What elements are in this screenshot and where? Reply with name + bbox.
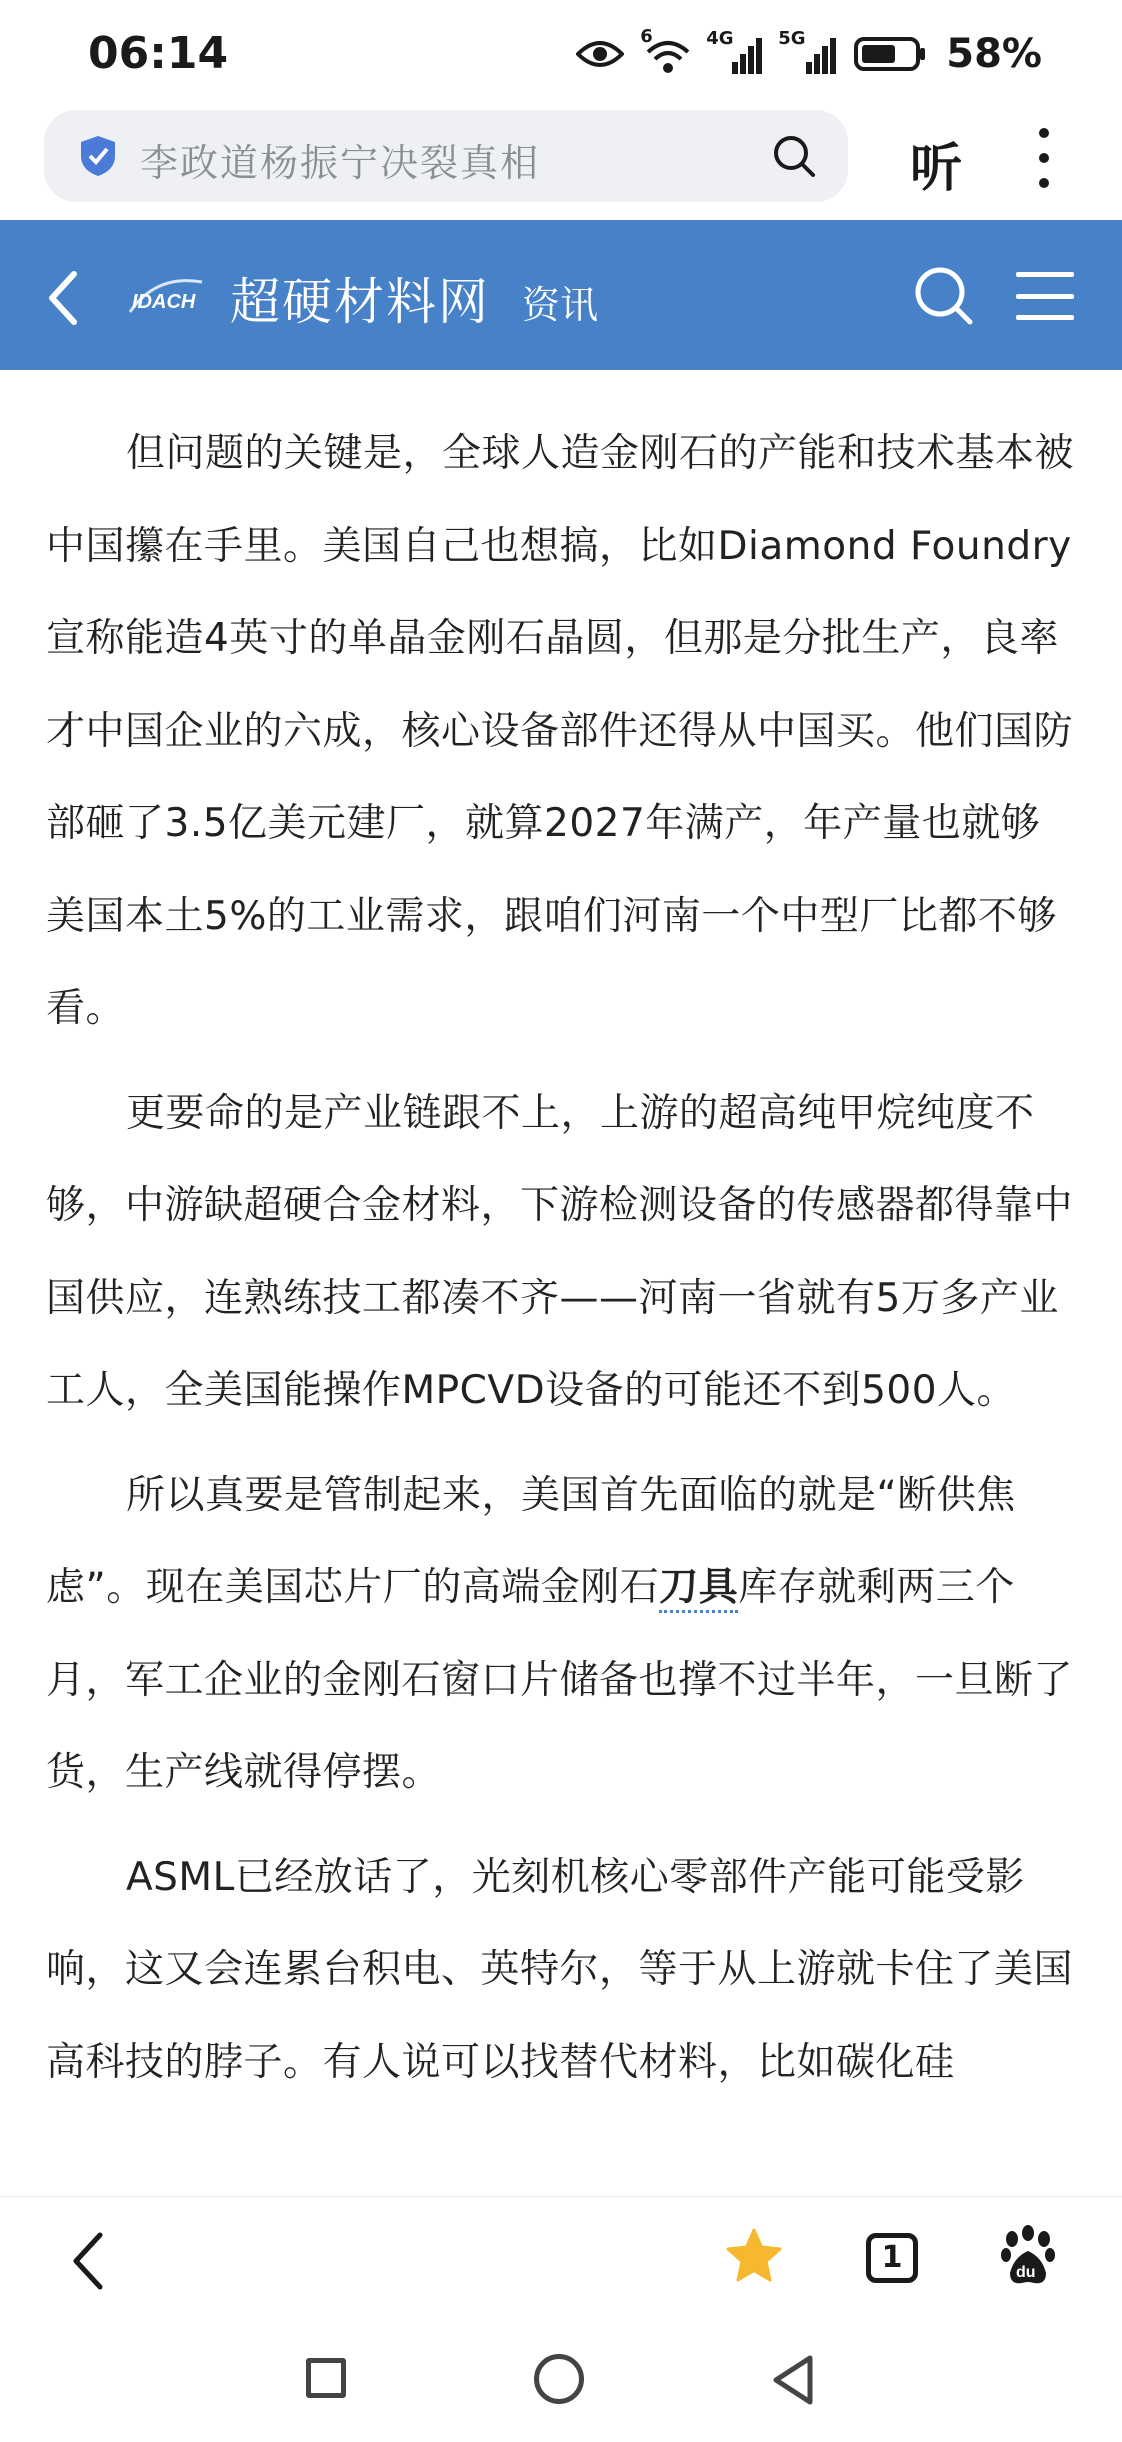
wifi-network-label: 6 <box>640 26 653 47</box>
paragraph-3-text-before: 所以真要是管制起来，美国首先面临的就是“断供焦虑”。现在美国芯片厂的高端金刚石 <box>46 1472 1016 1610</box>
site-section-label[interactable]: 资讯 <box>522 283 599 327</box>
menu-icon[interactable] <box>1016 272 1074 320</box>
system-back-button[interactable] <box>770 2354 816 2406</box>
site-name[interactable]: 超硬材料网 <box>230 273 490 331</box>
wifi-icon <box>640 26 690 78</box>
site-header <box>0 220 1122 370</box>
battery-percent: 58% <box>946 31 1042 77</box>
star-icon[interactable] <box>724 2227 784 2285</box>
battery-icon <box>854 36 926 72</box>
article-paragraph-4: ASML已经放话了，光刻机核心零部件产能可能受影响，这又会连累台积电、英特尔，等于从上游就卡住了美国高科技的脖子。有人说可以找替代材料，比如碳化硅 <box>46 1854 1074 2085</box>
signal-icon-5g <box>778 30 838 78</box>
article-paragraph-3 <box>46 1450 1076 1820</box>
more-icon[interactable] <box>1034 128 1054 188</box>
article-paragraph-2: 更要命的是产业链跟不上，上游的超高纯甲烷纯度不够，中游缺超硬合金材料，下游检测设备的传感器都得靠中国供应，连熟练技工都凑不齐——河南一省就有5万多产业工人，全美国能操作MPCVD设备的可能还不到500人。 <box>46 1090 1074 1413</box>
eye-icon <box>576 38 624 70</box>
recent-apps-button[interactable] <box>306 2358 346 2398</box>
system-nav-bar <box>0 2316 1122 2442</box>
paragraph-3-text-after: 库存就剩两三个月，军工企业的金刚石窗口片储备也撑不过半年，一旦断了货，生产线就得停摆。 <box>46 1565 1074 1795</box>
baidu-paw-icon[interactable] <box>1000 2225 1056 2287</box>
tabs-icon[interactable]: 1 <box>866 2233 918 2283</box>
bottom-toolbar <box>0 2196 1122 2317</box>
status-time: 06:14 <box>88 28 229 79</box>
article-body <box>46 370 1076 2196</box>
header-search-icon[interactable] <box>912 264 976 328</box>
search-input[interactable] <box>44 110 848 202</box>
search-icon[interactable] <box>770 132 818 180</box>
home-button[interactable] <box>534 2354 584 2404</box>
svg-text:du: du <box>1016 2264 1036 2281</box>
article-paragraph-1: 但问题的关键是，全球人造金刚石的产能和技术基本被中国攥在手里。美国自己也想搞，比如Diamond Foundry宣称能造4英寸的单晶金刚石晶圆，但那是分批生产，良率才中国企业的六成，核心设备部件还得从中国买。他们国防部砸了3.5亿美元建厂，就算2027年满产，年产量也就够美国本土5%的工业需求，跟咱们河南一个中型厂比都不够看。 <box>46 431 1075 1031</box>
status-icons <box>576 26 1042 82</box>
listen-button[interactable]: 听 <box>910 139 963 199</box>
search-query-text: 李政道杨振宁决裂真相 <box>140 141 541 185</box>
keyword-link[interactable]: 刀具 <box>659 1565 738 1613</box>
site-logo[interactable] <box>126 272 206 322</box>
signal-label-5g: 5G <box>778 28 806 49</box>
signal-icon-4g <box>706 30 762 78</box>
shield-icon <box>78 134 118 178</box>
status-bar <box>0 0 1122 110</box>
toolbar-back-icon[interactable] <box>68 2231 108 2291</box>
signal-label-4g: 4G <box>706 28 734 49</box>
logo-text: IDACH <box>132 291 196 313</box>
browser-bar <box>0 110 1122 220</box>
back-icon[interactable] <box>44 268 84 328</box>
